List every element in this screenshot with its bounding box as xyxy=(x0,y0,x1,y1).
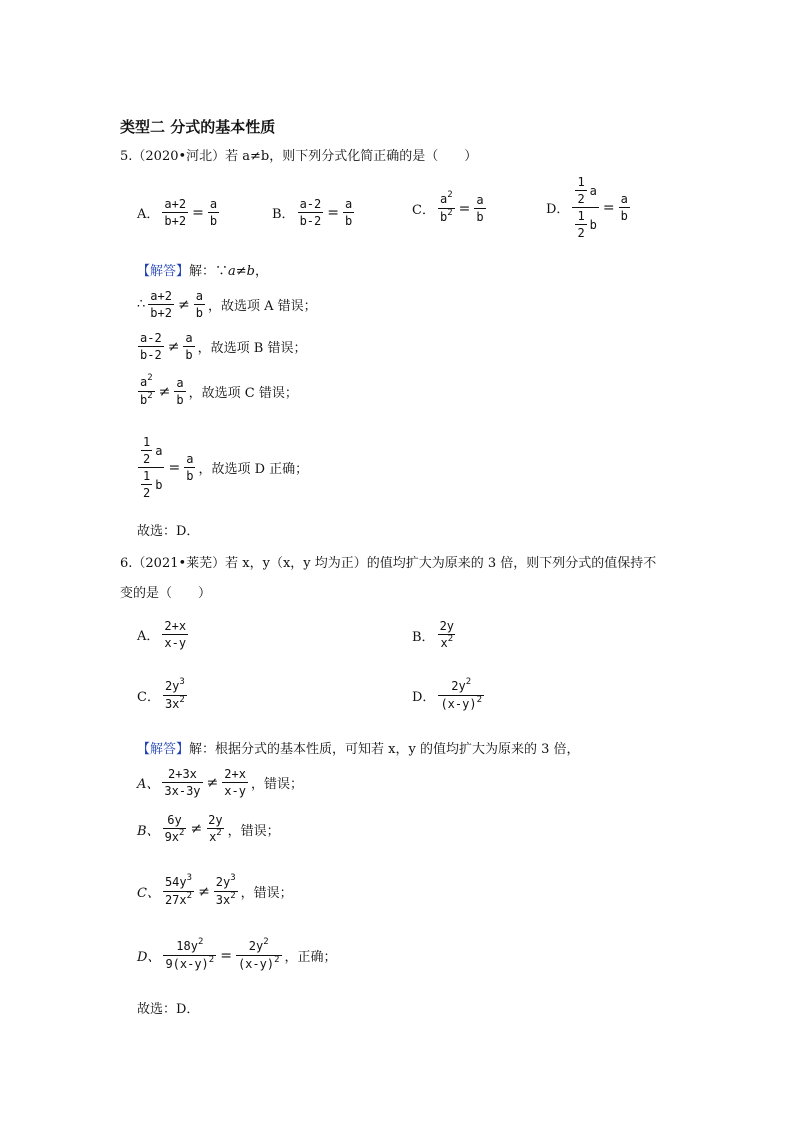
numerator: a xyxy=(140,375,148,389)
numerator: a xyxy=(186,452,194,466)
denominator: 3x xyxy=(164,697,180,711)
exponent: 2 xyxy=(274,955,280,965)
not-equal-sign: ≠ xyxy=(206,774,219,791)
q6-solution-line-b xyxy=(137,814,280,844)
option-label: D． xyxy=(546,202,570,217)
option-label: A． xyxy=(137,207,160,222)
not-equal-sign: ≠ xyxy=(177,296,190,313)
denominator: b+2 xyxy=(150,306,172,320)
conclusion-text: ，故选项 A 错误； xyxy=(207,299,317,314)
denominator: 2 xyxy=(577,192,585,206)
exponent: 2 xyxy=(179,828,185,838)
numerator: 1 xyxy=(143,469,151,483)
numerator: 1 xyxy=(143,435,151,449)
exponent: 2 xyxy=(263,937,269,947)
denominator: b xyxy=(439,210,448,224)
option-prefix: C、 xyxy=(137,886,160,901)
q5-solution-intro xyxy=(137,260,268,279)
denominator: (x-y) xyxy=(440,697,477,711)
conclusion-text: ，故选项 B 错误； xyxy=(197,341,307,356)
exponent: 3 xyxy=(179,677,185,687)
denominator: b xyxy=(620,209,628,223)
numerator: 18y xyxy=(176,939,198,953)
q5-option-d xyxy=(546,176,631,239)
exponent: 2 xyxy=(179,695,185,705)
equals-sign: = xyxy=(602,199,615,216)
exponent: 3 xyxy=(186,873,193,883)
q5-option-b xyxy=(272,198,355,227)
q6-solution-intro xyxy=(137,738,580,757)
q5-option-a xyxy=(137,198,220,227)
exponent: 3 xyxy=(230,873,236,883)
option-label: B． xyxy=(272,207,295,222)
denominator: b xyxy=(209,214,218,228)
answer-tag: 【解答】 xyxy=(137,264,190,279)
punctuation: ， xyxy=(255,264,269,279)
conclusion-text: ，错误； xyxy=(227,823,280,839)
conclusion-text: ，错误； xyxy=(240,886,293,901)
not-equal-sign: ≠ xyxy=(158,383,171,400)
denominator: 27x xyxy=(164,893,187,907)
q6-option-c xyxy=(137,677,188,711)
numerator: 2+x xyxy=(164,619,187,633)
equals-sign: = xyxy=(220,947,232,964)
q5-solution-line-b xyxy=(137,332,306,361)
numerator: a+2 xyxy=(150,289,172,303)
numerator: 6y xyxy=(167,813,182,827)
numerator: 2y xyxy=(208,813,223,827)
equals-sign: = xyxy=(327,204,339,221)
variable: b xyxy=(155,477,163,492)
conclusion-text: ，故选项 C 错误； xyxy=(188,386,298,401)
numerator: 1 xyxy=(577,209,585,223)
numerator: a+2 xyxy=(164,197,187,211)
numerator: a-2 xyxy=(140,331,162,345)
exponent: 2 xyxy=(465,677,472,687)
denominator: (x-y) xyxy=(237,957,275,971)
denominator: b xyxy=(140,393,148,407)
q6-solution-line-c xyxy=(137,873,293,907)
q6-option-d xyxy=(412,677,485,711)
answer-tag: 【解答】 xyxy=(137,742,190,757)
condition: a≠b xyxy=(228,264,255,279)
denominator: 2 xyxy=(143,486,151,500)
conclusion-text: ，正确； xyxy=(284,950,337,965)
numerator: a xyxy=(476,193,484,207)
not-equal-sign: ≠ xyxy=(198,883,210,900)
numerator: a xyxy=(176,376,184,390)
q5-solution-line-c xyxy=(137,373,298,407)
numerator: 2y xyxy=(439,619,455,633)
exponent: 2 xyxy=(208,955,215,965)
variable: b xyxy=(589,217,597,232)
denominator: x-y xyxy=(224,784,246,798)
denominator: b xyxy=(185,348,193,362)
exponent: 2 xyxy=(476,695,482,705)
denominator: b xyxy=(186,469,194,483)
exponent: 2 xyxy=(447,634,454,644)
numerator: a xyxy=(439,192,448,206)
denominator: x xyxy=(440,636,448,650)
numerator: 2+3x xyxy=(168,767,197,781)
section-title: 类型二 分式的基本性质 xyxy=(120,118,276,136)
numerator: 2y xyxy=(215,875,231,889)
exponent: 2 xyxy=(147,373,153,383)
numerator: 1 xyxy=(577,175,585,189)
question-5-stem: 5.（2020•河北）若 a≠b，则下列分式化简正确的是（ ） xyxy=(120,149,478,164)
q5-final-answer: 故选：D． xyxy=(137,524,200,539)
numerator: 2y xyxy=(164,679,180,693)
solution-text: 解：∵ xyxy=(189,264,229,279)
option-label: C． xyxy=(412,203,435,218)
denominator: b xyxy=(176,393,184,407)
numerator: 2+x xyxy=(224,767,246,781)
option-prefix: B、 xyxy=(137,823,160,839)
not-equal-sign: ≠ xyxy=(190,821,203,837)
exponent: 2 xyxy=(447,208,453,218)
exponent: 2 xyxy=(216,828,222,838)
conclusion-text: ，故选项 D 正确； xyxy=(198,462,309,477)
numerator: a xyxy=(185,331,193,345)
equals-sign: = xyxy=(458,200,471,217)
question-6-stem-line-1: 6.（2021•莱芜）若 x，y（x，y 均为正）的值均扩大为原来的 3 倍，则下列分式的值保持不 xyxy=(120,556,657,571)
option-label: C． xyxy=(137,690,160,705)
exponent: 2 xyxy=(230,891,236,901)
therefore-symbol: ∴ xyxy=(137,297,146,312)
numerator: 2y xyxy=(248,939,264,953)
denominator: b xyxy=(195,306,203,320)
q5-solution-line-a xyxy=(137,290,317,319)
conclusion-text: ，错误； xyxy=(250,777,303,792)
q5-solution-line-d xyxy=(137,436,308,499)
denominator: b+2 xyxy=(164,214,187,228)
option-prefix: D、 xyxy=(137,950,161,965)
numerator: a xyxy=(344,197,353,211)
not-equal-sign: ≠ xyxy=(167,338,180,355)
numerator: a xyxy=(195,289,203,303)
numerator: a-2 xyxy=(299,197,322,211)
exponent: 2 xyxy=(197,937,204,947)
equals-sign: = xyxy=(168,459,181,476)
denominator: b-2 xyxy=(140,348,162,362)
numerator: 54y xyxy=(164,875,187,889)
option-label: A． xyxy=(137,629,160,644)
q6-solution-line-d xyxy=(137,937,337,971)
q6-option-a xyxy=(137,620,189,649)
variable: a xyxy=(155,443,163,458)
exponent: 2 xyxy=(186,891,193,901)
solution-text: 解：根据分式的基本性质，可知若 x，y 的值均扩大为原来的 3 倍， xyxy=(189,742,580,757)
numerator: 2y xyxy=(451,679,466,693)
denominator: 3x xyxy=(215,893,231,907)
option-prefix: A、 xyxy=(137,777,160,792)
denominator: 2 xyxy=(143,452,151,466)
denominator: 9(x-y) xyxy=(165,957,209,971)
denominator: b xyxy=(344,214,353,228)
denominator: b xyxy=(476,210,484,224)
numerator: a xyxy=(209,197,218,211)
denominator: b-2 xyxy=(299,214,322,228)
denominator: 9x xyxy=(164,830,180,844)
numerator: a xyxy=(620,192,628,206)
denominator: x-y xyxy=(164,636,187,650)
denominator: 2 xyxy=(577,226,585,240)
denominator: x xyxy=(209,830,217,844)
q6-final-answer: 故选：D． xyxy=(137,1002,200,1017)
denominator: 3x-3y xyxy=(164,784,201,798)
variable: a xyxy=(589,183,597,198)
question-6-stem-line-2: 变的是（ ） xyxy=(120,586,212,601)
exponent: 2 xyxy=(447,190,453,200)
option-label: D． xyxy=(412,690,436,705)
q5-option-c xyxy=(412,190,487,224)
q6-option-b xyxy=(412,620,457,650)
equals-sign: = xyxy=(192,204,204,221)
exponent: 2 xyxy=(147,391,153,401)
q6-solution-line-a xyxy=(137,768,303,797)
option-label: B． xyxy=(412,629,435,645)
